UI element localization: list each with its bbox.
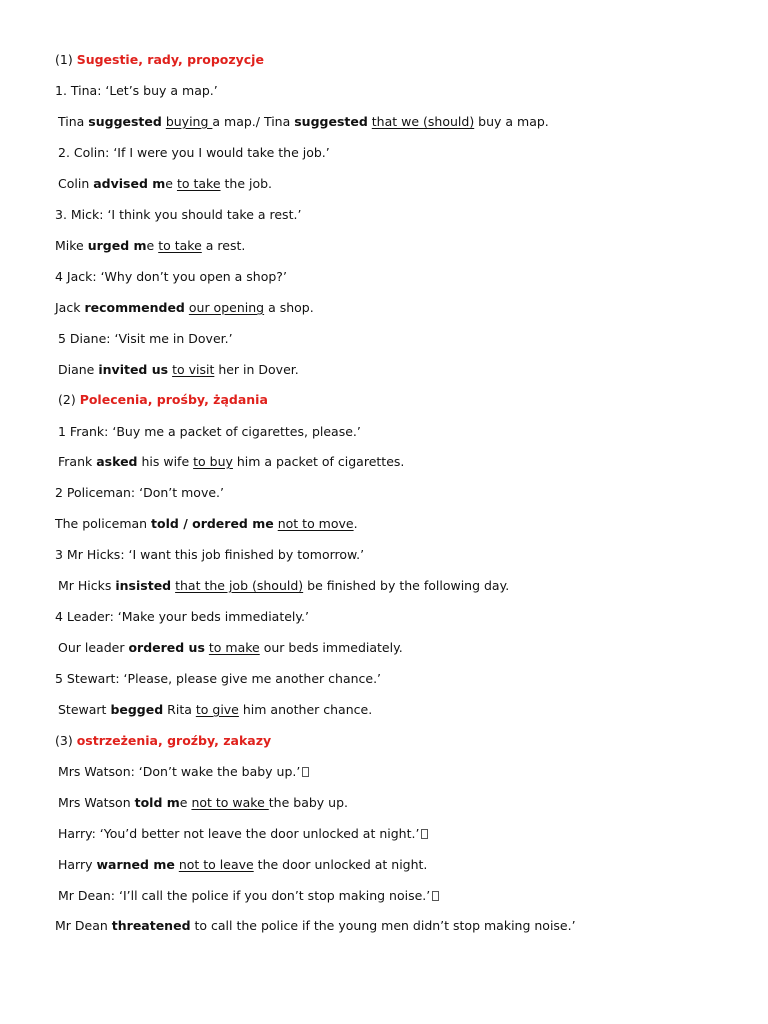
reported-sentence: Stewart begged Rita to give him another chance. [58,702,373,717]
missing-glyph-icon [421,829,428,839]
reported-sentence: Mr Dean threatened to call the police if the young men didn’t stop making noise.’ [55,918,576,933]
missing-glyph-icon [432,891,439,901]
reported-sentence: Mike urged me to take a rest. [55,238,246,253]
reported-sentence: The policeman told / ordered me not to move. [55,516,358,531]
example-sentence: 1. Tina: ‘Let’s buy a map.’ [55,83,218,98]
section-title: Polecenia, prośby, żądania [79,392,268,407]
reported-sentence: Colin advised me to take the job. [58,176,273,191]
section-2-heading: (2) Polecenia, prośby, żądania [58,392,268,407]
example-sentence: Harry: ‘You’d better not leave the door unlocked at night.’ [58,826,428,842]
example-sentence: 4 Jack: ‘Why don’t you open a shop?’ [55,269,287,284]
reported-sentence: Our leader ordered us to make our beds immediately. [58,640,403,655]
reported-sentence: Harry warned me not to leave the door unlocked at night. [58,857,428,872]
reported-sentence: Mrs Watson told me not to wake the baby up. [58,795,348,810]
example-sentence: Mr Dean: ‘I’ll call the police if you don’t stop making noise.’ [58,888,439,904]
example-sentence: 5 Stewart: ‘Please, please give me another chance.’ [55,671,382,686]
example-sentence: 3. Mick: ‘I think you should take a rest.’ [55,207,302,222]
reported-sentence: Frank asked his wife to buy him a packet of cigarettes. [58,454,405,469]
reported-sentence: Tina suggested buying a map./ Tina suggested that we (should) buy a map. [58,114,549,129]
section-title: ostrzeżenia, groźby, zakazy [76,733,272,748]
reported-sentence: Jack recommended our opening a shop. [55,300,314,315]
example-sentence: 3 Mr Hicks: ‘I want this job finished by tomorrow.’ [55,547,365,562]
reported-sentence: Diane invited us to visit her in Dover. [58,362,299,377]
example-sentence: 1 Frank: ‘Buy me a packet of cigarettes, please.’ [58,424,361,439]
example-sentence: Mrs Watson: ‘Don’t wake the baby up.’ [58,764,309,780]
missing-glyph-icon [302,767,309,777]
example-sentence: 2. Colin: ‘If I were you I would take the job.’ [58,145,330,160]
section-3-heading: (3) ostrzeżenia, groźby, zakazy [55,733,272,748]
reported-sentence: Mr Hicks insisted that the job (should) be finished by the following day. [58,578,510,593]
example-sentence: 2 Policeman: ‘Don’t move.’ [55,485,224,500]
section-title: Sugestie, rady, propozycje [76,52,264,67]
example-sentence: 4 Leader: ‘Make your beds immediately.’ [55,609,309,624]
section-1-heading: (1) Sugestie, rady, propozycje [55,52,264,67]
example-sentence: 5 Diane: ‘Visit me in Dover.’ [58,331,233,346]
